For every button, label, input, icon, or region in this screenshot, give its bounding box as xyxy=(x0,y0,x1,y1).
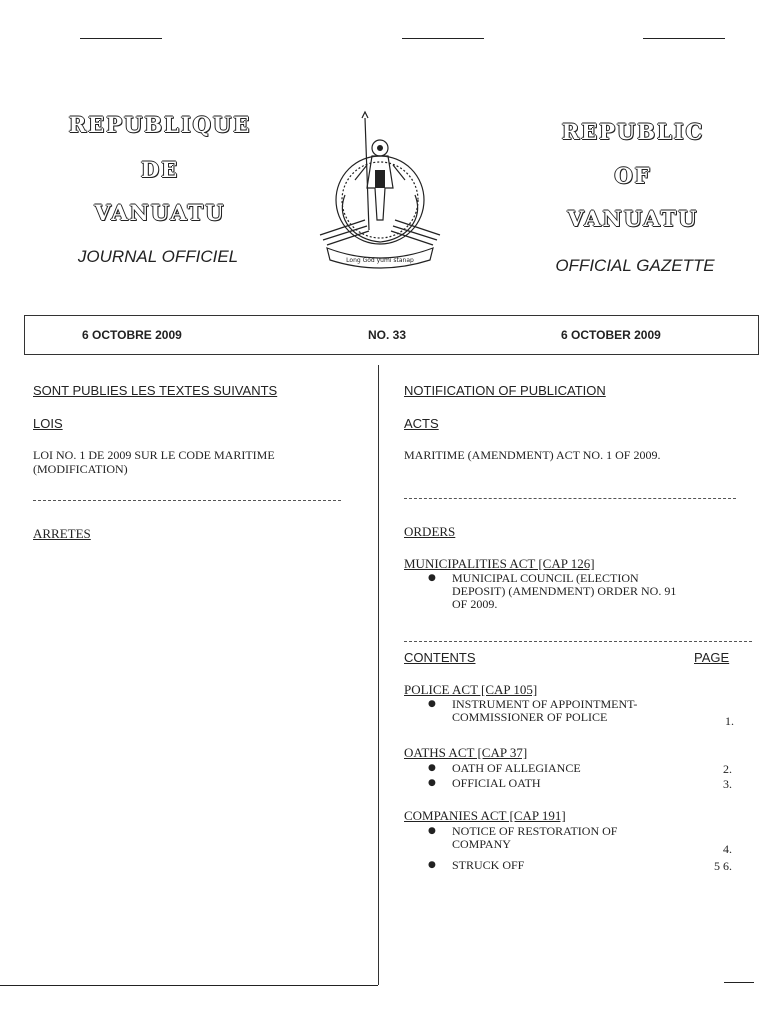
police-page-number: 1. xyxy=(725,714,734,728)
lois-heading: LOIS xyxy=(33,416,63,431)
issue-date-box xyxy=(24,315,759,355)
masthead-right-subtitle: OFFICIAL GAZETTE xyxy=(555,256,715,275)
issue-date-en: 6 OCTOBER 2009 xyxy=(561,328,661,342)
municipalities-heading: MUNICIPALITIES ACT [CAP 126] xyxy=(404,556,595,571)
acts-text: MARITIME (AMENDMENT) ACT NO. 1 OF 2009. xyxy=(404,448,661,462)
bullet-icon: ● xyxy=(428,826,436,836)
left-heading: SONT PUBLIES LES TEXTES SUIVANTS xyxy=(33,383,278,398)
oaths-item-allegiance: OATH OF ALLEGIANCE xyxy=(452,761,581,775)
bullet-icon: ● xyxy=(428,860,436,870)
bullet-icon: ● xyxy=(428,763,436,773)
acts-heading: ACTS xyxy=(404,416,439,431)
top-rule-left xyxy=(80,38,162,39)
top-rule-right xyxy=(643,38,725,39)
masthead-left-line3: VANUATU xyxy=(94,200,226,225)
bottom-rule-right xyxy=(724,982,754,983)
coat-of-arms-emblem xyxy=(305,110,455,270)
companies-item-struck-off: STRUCK OFF xyxy=(452,858,525,872)
top-rule-center xyxy=(402,38,484,39)
crest-motto: Long God yumi stanap xyxy=(346,257,414,264)
column-divider xyxy=(378,365,379,985)
masthead-left-subtitle: JOURNAL OFFICIEL xyxy=(77,247,239,266)
orders-heading: ORDERS xyxy=(404,524,456,539)
right-heading: NOTIFICATION OF PUBLICATION xyxy=(404,383,606,398)
contents-heading: CONTENTS xyxy=(404,650,476,665)
left-dashed-divider xyxy=(33,500,341,501)
companies-page-number-1: 4. xyxy=(723,842,732,856)
issue-date-fr: 6 OCTOBRE 2009 xyxy=(82,328,182,342)
arretes-heading: ARRETES xyxy=(33,526,91,541)
bullet-icon: ● xyxy=(428,699,436,709)
masthead-left-line1: REPUBLIQUE xyxy=(68,112,252,137)
oaths-act-heading: OATHS ACT [CAP 37] xyxy=(404,745,528,760)
page-heading: PAGE xyxy=(694,650,730,665)
bullet-icon: ● xyxy=(428,573,436,583)
masthead-right-line2: OF xyxy=(614,163,652,188)
lois-text: LOI NO. 1 DE 2009 SUR LE CODE MARITIME (MODIFICATION) xyxy=(33,448,275,476)
bottom-rule-left xyxy=(0,985,378,986)
right-dashed-divider-1 xyxy=(404,498,736,499)
police-item: INSTRUMENT OF APPOINTMENT-COMMISSIONER OF POLICE xyxy=(452,697,638,724)
issue-number: NO. 33 xyxy=(368,328,407,342)
companies-act-heading: COMPANIES ACT [CAP 191] xyxy=(404,808,566,823)
oaths-page-number-1: 2. xyxy=(723,762,732,776)
bullet-icon: ● xyxy=(428,778,436,788)
police-act-heading: POLICE ACT [CAP 105] xyxy=(404,682,538,697)
right-dashed-divider-2 xyxy=(404,641,752,642)
companies-item-restoration: NOTICE OF RESTORATION OF COMPANY xyxy=(452,824,618,851)
oaths-item-official: OFFICIAL OATH xyxy=(452,776,541,790)
masthead-right-line1: REPUBLIC xyxy=(561,119,705,144)
masthead-left-line2: DE xyxy=(140,157,180,182)
masthead-right-line3: VANUATU xyxy=(567,206,699,231)
companies-page-number-2: 5 6. xyxy=(714,859,732,873)
oaths-page-number-2: 3. xyxy=(723,777,732,791)
municipal-order-item: MUNICIPAL COUNCIL (ELECTION DEPOSIT) (AMENDMENT) ORDER NO. 91 OF 2009. xyxy=(452,571,677,611)
